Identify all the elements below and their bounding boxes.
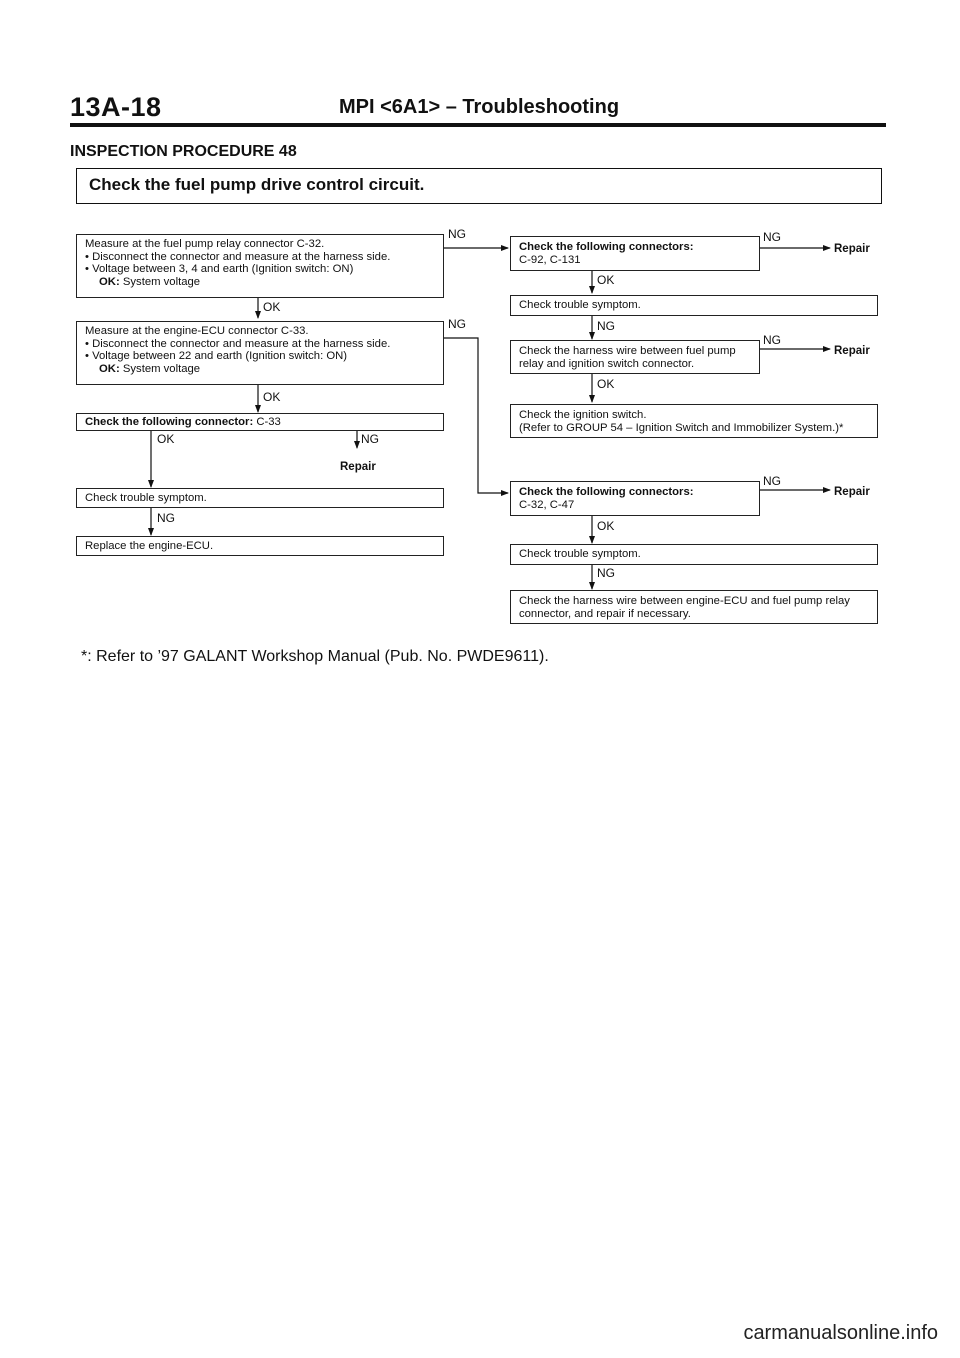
label-ng-r6: NG (597, 566, 615, 580)
label-ng-r5: NG (763, 474, 781, 488)
r3-box (510, 340, 760, 374)
label-ok-step2: OK (263, 390, 281, 404)
r7-line1: Check the harness wire between engine-ECU and fuel pump relay (519, 595, 850, 607)
step5-box (76, 536, 444, 556)
step3-title-rest: C-33 (253, 416, 281, 428)
r4-line2: (Refer to GROUP 54 – Ignition Switch and Immobilizer System.)* (519, 421, 844, 434)
watermark: carmanualsonline.info (743, 1322, 938, 1344)
label-ng-r2: NG (597, 319, 615, 333)
label-ng-step1: NG (448, 227, 466, 241)
step2-ok-value: System voltage (122, 362, 201, 375)
label-ok-r5: OK (597, 519, 615, 533)
r4-box (510, 404, 878, 438)
procedure-title: INSPECTION PROCEDURE 48 (70, 143, 297, 160)
repair-step3: Repair (340, 461, 376, 473)
footnote: *: Refer to ’97 GALANT Workshop Manual (Pub. No. PWDE9611). (81, 648, 549, 665)
step2-ok-line (85, 363, 443, 376)
step4-box (76, 488, 444, 508)
step1-title: Measure at the fuel pump relay connector C-32. (85, 238, 325, 250)
step4-text: Check trouble symptom. (85, 492, 207, 504)
label-ng-r3: NG (763, 333, 781, 347)
r5-connectors: C-32, C-47 (519, 498, 575, 511)
label-ok-r1: OK (597, 273, 615, 287)
r4-line1: Check the ignition switch. (519, 409, 647, 421)
label-ok-r3: OK (597, 377, 615, 391)
section-title: MPI <6A1> – Troubleshooting (339, 96, 620, 118)
step2-title: Measure at the engine-ECU connector C-33. (85, 325, 309, 337)
repair-r5: Repair (834, 486, 870, 498)
step3-title-line (85, 416, 443, 429)
r6-box (510, 544, 878, 565)
step2-bullet1: • Disconnect the connector and measure at the harness side. (85, 337, 391, 350)
r1-box (510, 236, 760, 271)
r1-connectors: C-92, C-131 (519, 253, 581, 266)
step1-ok-key: OK: (99, 275, 120, 288)
label-ng-step2: NG (448, 317, 466, 331)
r3-line1: Check the harness wire between fuel pump (519, 345, 736, 357)
page-number: 13A-18 (70, 92, 162, 122)
r7-box (510, 590, 878, 624)
r6-text: Check trouble symptom. (519, 548, 641, 560)
label-ng-step4: NG (157, 511, 175, 525)
step1-box (76, 234, 444, 298)
step2-bullet2: • Voltage between 22 and earth (Ignition switch: ON) (85, 350, 348, 362)
repair-r3: Repair (834, 345, 870, 357)
step1-ok-line (85, 276, 443, 289)
step5-text: Replace the engine-ECU. (85, 540, 214, 552)
r1-title: Check the following connectors: (519, 241, 694, 253)
step3-box (76, 413, 444, 431)
r2-text: Check trouble symptom. (519, 299, 641, 311)
main-check-text: Check the fuel pump drive control circuit. (89, 175, 425, 194)
step1-ok-value: System voltage (122, 275, 201, 288)
label-ok-step3: OK (157, 432, 175, 446)
step2-box (76, 321, 444, 385)
r2-box (510, 295, 878, 316)
label-ng-r1: NG (763, 230, 781, 244)
step1-bullet2: • Voltage between 3, 4 and earth (Ignition switch: ON) (85, 263, 354, 275)
step2-ok-key: OK: (99, 362, 120, 375)
r5-title: Check the following connectors: (519, 486, 694, 498)
r7-line2: connector, and repair if necessary. (519, 607, 691, 620)
r3-line2: relay and ignition switch connector. (519, 357, 695, 370)
step1-bullet1: • Disconnect the connector and measure at the harness side. (85, 250, 391, 263)
label-ng-step3: NG (361, 432, 379, 446)
repair-r1: Repair (834, 243, 870, 255)
label-ok-step1: OK (263, 300, 281, 314)
step3-title-bold: Check the following connector: (85, 416, 254, 428)
arrow-step2-r5 (443, 338, 508, 493)
r5-box (510, 481, 760, 516)
